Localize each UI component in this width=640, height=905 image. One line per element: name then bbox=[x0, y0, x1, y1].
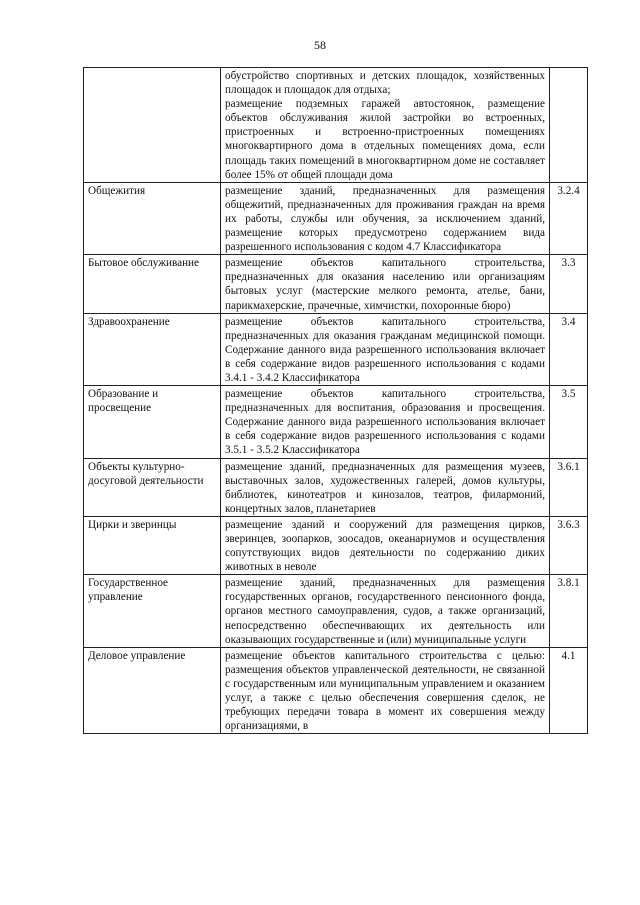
use-type-description bbox=[221, 386, 550, 458]
use-type-code: 3.6.1 bbox=[550, 458, 588, 516]
use-type-name bbox=[84, 68, 221, 183]
description-paragraph: размещение зданий, предназначенных для размещения государственных органов, государственного пенсионного фонда, органов местного самоуправления, судов, а также организаций, непосредственно обеспечивающих их деятельность или оказывающих государственные и (или) муниципальные услуги bbox=[225, 577, 545, 646]
use-type-description bbox=[221, 458, 550, 516]
table-row bbox=[84, 516, 588, 574]
use-type-code: 3.2.4 bbox=[550, 182, 588, 254]
use-type-description bbox=[221, 516, 550, 574]
table-row bbox=[84, 313, 588, 385]
use-type-description bbox=[221, 68, 550, 183]
description-paragraph: размещение зданий, предназначенных для размещения музеев, выставочных залов, художественных галерей, домов культуры, библиотек, кинотеатров и кинозалов, театров, филармоний, концертных залов, планетариев bbox=[225, 460, 545, 515]
land-use-table bbox=[83, 67, 588, 734]
description-paragraph: размещение объектов капитального строительства с целью: размещения объектов управленческой деятельности, не связанной с государственным или муниципальным управлением и оказанием услуг, а также с целью обеспечения совершения сделок, не требующих передачи товара в момент их совершения между организациями, в bbox=[225, 649, 545, 733]
use-type-name: Бытовое обслуживание bbox=[84, 255, 221, 313]
use-type-name: Объекты культурно-досуговой деятельности bbox=[84, 458, 221, 516]
description-paragraph: размещение объектов капитального строительства, предназначенных для воспитания, образования и просвещения. Содержание данного вида разрешенного использования включает в себя содержание видов разрешенного использования с кодами 3.5.1 - 3.5.2 Классификатора bbox=[225, 388, 545, 457]
use-type-name: Деловое управление bbox=[84, 647, 221, 734]
use-type-name: Здравоохранение bbox=[84, 313, 221, 385]
use-type-code: 3.6.3 bbox=[550, 516, 588, 574]
table-row bbox=[84, 458, 588, 516]
use-type-name: Государственное управление bbox=[84, 575, 221, 647]
description-paragraph: размещение подземных гаражей автостоянок, размещение объектов обслуживания жилой застройки во встроенных, пристроенных и встроенно-пристроенных помещениях многоквартирного дома в отдельных помещениях дома, если площадь таких помещений в многоквартирном доме не составляет более 15% от общей площади дома bbox=[225, 98, 545, 181]
use-type-code: 3.3 bbox=[550, 255, 588, 313]
use-type-description bbox=[221, 575, 550, 647]
page-number: 58 bbox=[314, 38, 326, 52]
use-type-code: 3.4 bbox=[550, 313, 588, 385]
use-type-description bbox=[221, 313, 550, 385]
description-paragraph: размещение объектов капитального строительства, предназначенных для оказания гражданам медицинской помощи. Содержание данного вида разрешенного использования включает в себя содержание видов разрешенного использования с кодами 3.4.1 - 3.4.2 Классификатора bbox=[225, 315, 545, 384]
table-row bbox=[84, 575, 588, 647]
use-type-name: Цирки и зверинцы bbox=[84, 516, 221, 574]
use-type-code bbox=[550, 68, 588, 183]
use-type-description bbox=[221, 255, 550, 313]
table-row bbox=[84, 68, 588, 183]
table-row bbox=[84, 386, 588, 458]
description-paragraph: размещение зданий, предназначенных для размещения общежитий, предназначенных для проживания граждан на время их работы, службы или обучения, за исключением зданий, размещение которых предусмотрено содержанием вида разрешенного использования с кодом 4.7 Классификатора bbox=[225, 184, 545, 254]
description-paragraph: размещение объектов капитального строительства, предназначенных для оказания населению или организациям бытовых услуг (мастерские мелкого ремонта, ателье, бани, парикмахерские, прачечные, химчистки, похоронные бюро) bbox=[225, 257, 545, 312]
description-paragraph: обустройство спортивных и детских площадок, хозяйственных площадок и площадок для отдыха; bbox=[225, 70, 545, 97]
use-type-description bbox=[221, 647, 550, 734]
description-paragraph: размещение зданий и сооружений для размещения цирков, зверинцев, зоопарков, зоосадов, океанариумов и осуществления сопутствующих видов деятельности по содержанию диких животных в неволе bbox=[225, 518, 545, 574]
use-type-code: 3.5 bbox=[550, 386, 588, 458]
table-row bbox=[84, 182, 588, 254]
use-type-name: Образование и просвещение bbox=[84, 386, 221, 458]
use-type-code: 3.8.1 bbox=[550, 575, 588, 647]
use-type-code: 4.1 bbox=[550, 647, 588, 734]
use-type-description bbox=[221, 182, 550, 254]
use-type-name: Общежития bbox=[84, 182, 221, 254]
table-row bbox=[84, 647, 588, 734]
table-row bbox=[84, 255, 588, 313]
